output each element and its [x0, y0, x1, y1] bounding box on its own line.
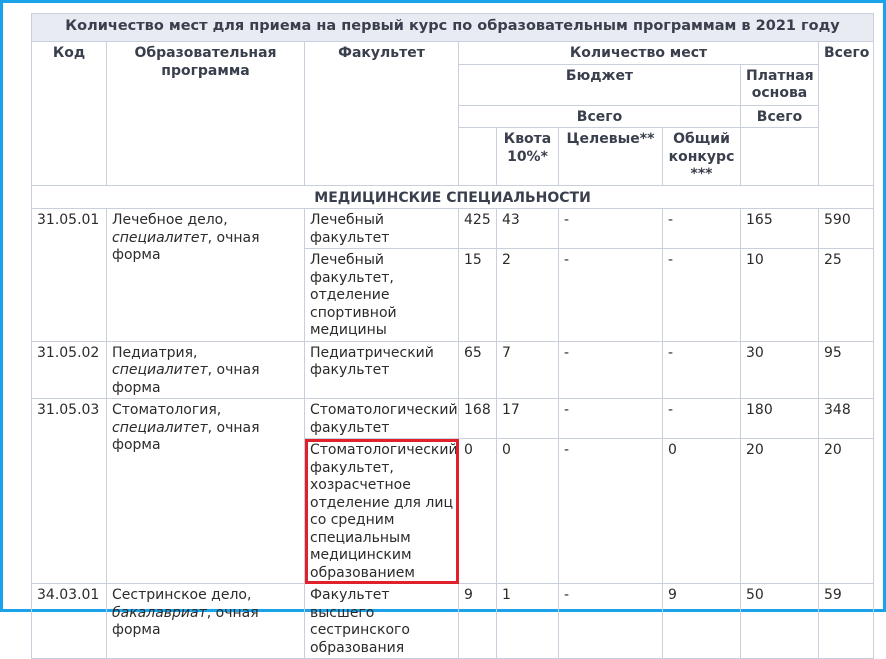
header-paid-total: Всего — [741, 105, 819, 128]
program-title — [107, 341, 305, 399]
faculty-name: Лечебный факультет — [305, 209, 459, 249]
program-level: бакалавриат — [112, 604, 207, 621]
header-targeted: Целевые** — [559, 128, 663, 186]
header-quota: Квота 10%* — [497, 128, 559, 186]
program-code: 31.05.03 — [32, 399, 107, 584]
targeted-value: - — [559, 399, 663, 439]
total-value: 348 — [819, 399, 874, 439]
quota-value: 1 — [497, 584, 559, 659]
quota-value: 17 — [497, 399, 559, 439]
general-value: - — [663, 341, 741, 399]
program-form: , очная форма — [112, 419, 260, 453]
header-faculty: Факультет — [305, 42, 459, 186]
targeted-value: - — [559, 439, 663, 584]
paid-value: 165 — [741, 209, 819, 249]
targeted-value: - — [559, 209, 663, 249]
program-code: 31.05.02 — [32, 341, 107, 399]
table-row — [32, 584, 874, 659]
program-level: специалитет — [112, 362, 208, 378]
header-code: Код — [32, 42, 107, 186]
quota-value: 7 — [497, 341, 559, 399]
header-general: Общий конкурс *** — [663, 128, 741, 186]
program-name: Сестринское дело, — [112, 587, 252, 603]
program-title — [107, 209, 305, 342]
program-code: 31.05.01 — [32, 209, 107, 342]
section-heading: МЕДИЦИНСКИЕ СПЕЦИАЛЬНОСТИ — [32, 185, 874, 209]
faculty-name: Лечебный факультет, отделение спортивной медицины — [305, 249, 459, 342]
quota-value: 2 — [497, 249, 559, 342]
header-program: Образовательная программа — [107, 42, 305, 186]
faculty-name: Педиатрический факультет — [305, 341, 459, 399]
program-level: специалитет — [112, 229, 208, 246]
program-code: 34.03.01 — [32, 584, 107, 659]
program-form: , очная форма — [112, 604, 259, 638]
paid-value: 50 — [741, 584, 819, 659]
table-row — [32, 341, 874, 399]
header-budget: Бюджет — [459, 64, 741, 105]
faculty-name: Факультет высшего сестринского образования — [305, 584, 459, 659]
budget-total-value: 425 — [459, 209, 497, 249]
paid-value: 30 — [741, 341, 819, 399]
header-paid-empty — [741, 128, 819, 186]
general-value: - — [663, 399, 741, 439]
header-places: Количество мест — [459, 42, 819, 65]
budget-total-value: 168 — [459, 399, 497, 439]
budget-total-value: 9 — [459, 584, 497, 659]
paid-value: 10 — [741, 249, 819, 342]
budget-total-value: 0 — [459, 439, 497, 584]
table-row — [32, 399, 874, 439]
table-caption: Количество мест для приема на первый курс по образовательным программам в 2021 году — [32, 14, 874, 42]
general-value: 0 — [663, 439, 741, 584]
budget-total-value: 15 — [459, 249, 497, 342]
header-paid: Платная основа — [741, 64, 819, 105]
header-row-1 — [32, 42, 874, 65]
program-name: Стоматология, — [112, 402, 222, 418]
program-form: , очная форма — [112, 362, 260, 396]
total-value: 95 — [819, 341, 874, 399]
program-title — [107, 399, 305, 584]
quota-value: 43 — [497, 209, 559, 249]
quota-value: 0 — [497, 439, 559, 584]
faculty-name: Стоматологический факультет — [305, 399, 459, 439]
program-name: Педиатрия, — [112, 344, 198, 361]
admission-places-table — [31, 13, 874, 659]
program-title — [107, 584, 305, 659]
total-value: 590 — [819, 209, 874, 249]
table-row — [32, 209, 874, 249]
program-name: Лечебное дело, — [112, 212, 228, 228]
faculty-name-highlighted: Стоматологический факультет, хозрасчетное отделение для лиц со средним специальным медицинским образованием — [305, 439, 459, 584]
targeted-value: - — [559, 249, 663, 342]
caption-row — [32, 14, 874, 42]
general-value: - — [663, 209, 741, 249]
program-level: специалитет — [112, 419, 208, 436]
total-value: 25 — [819, 249, 874, 342]
targeted-value: - — [559, 584, 663, 659]
budget-total-value: 65 — [459, 341, 497, 399]
paid-value: 20 — [741, 439, 819, 584]
program-form: , очная форма — [112, 229, 260, 263]
header-budget-total-empty — [459, 128, 497, 186]
general-value: - — [663, 249, 741, 342]
general-value: 9 — [663, 584, 741, 659]
section-row — [32, 185, 874, 209]
header-total: Всего — [819, 42, 874, 186]
header-budget-total: Всего — [459, 105, 741, 128]
total-value: 59 — [819, 584, 874, 659]
paid-value: 180 — [741, 399, 819, 439]
total-value: 20 — [819, 439, 874, 584]
targeted-value: - — [559, 341, 663, 399]
